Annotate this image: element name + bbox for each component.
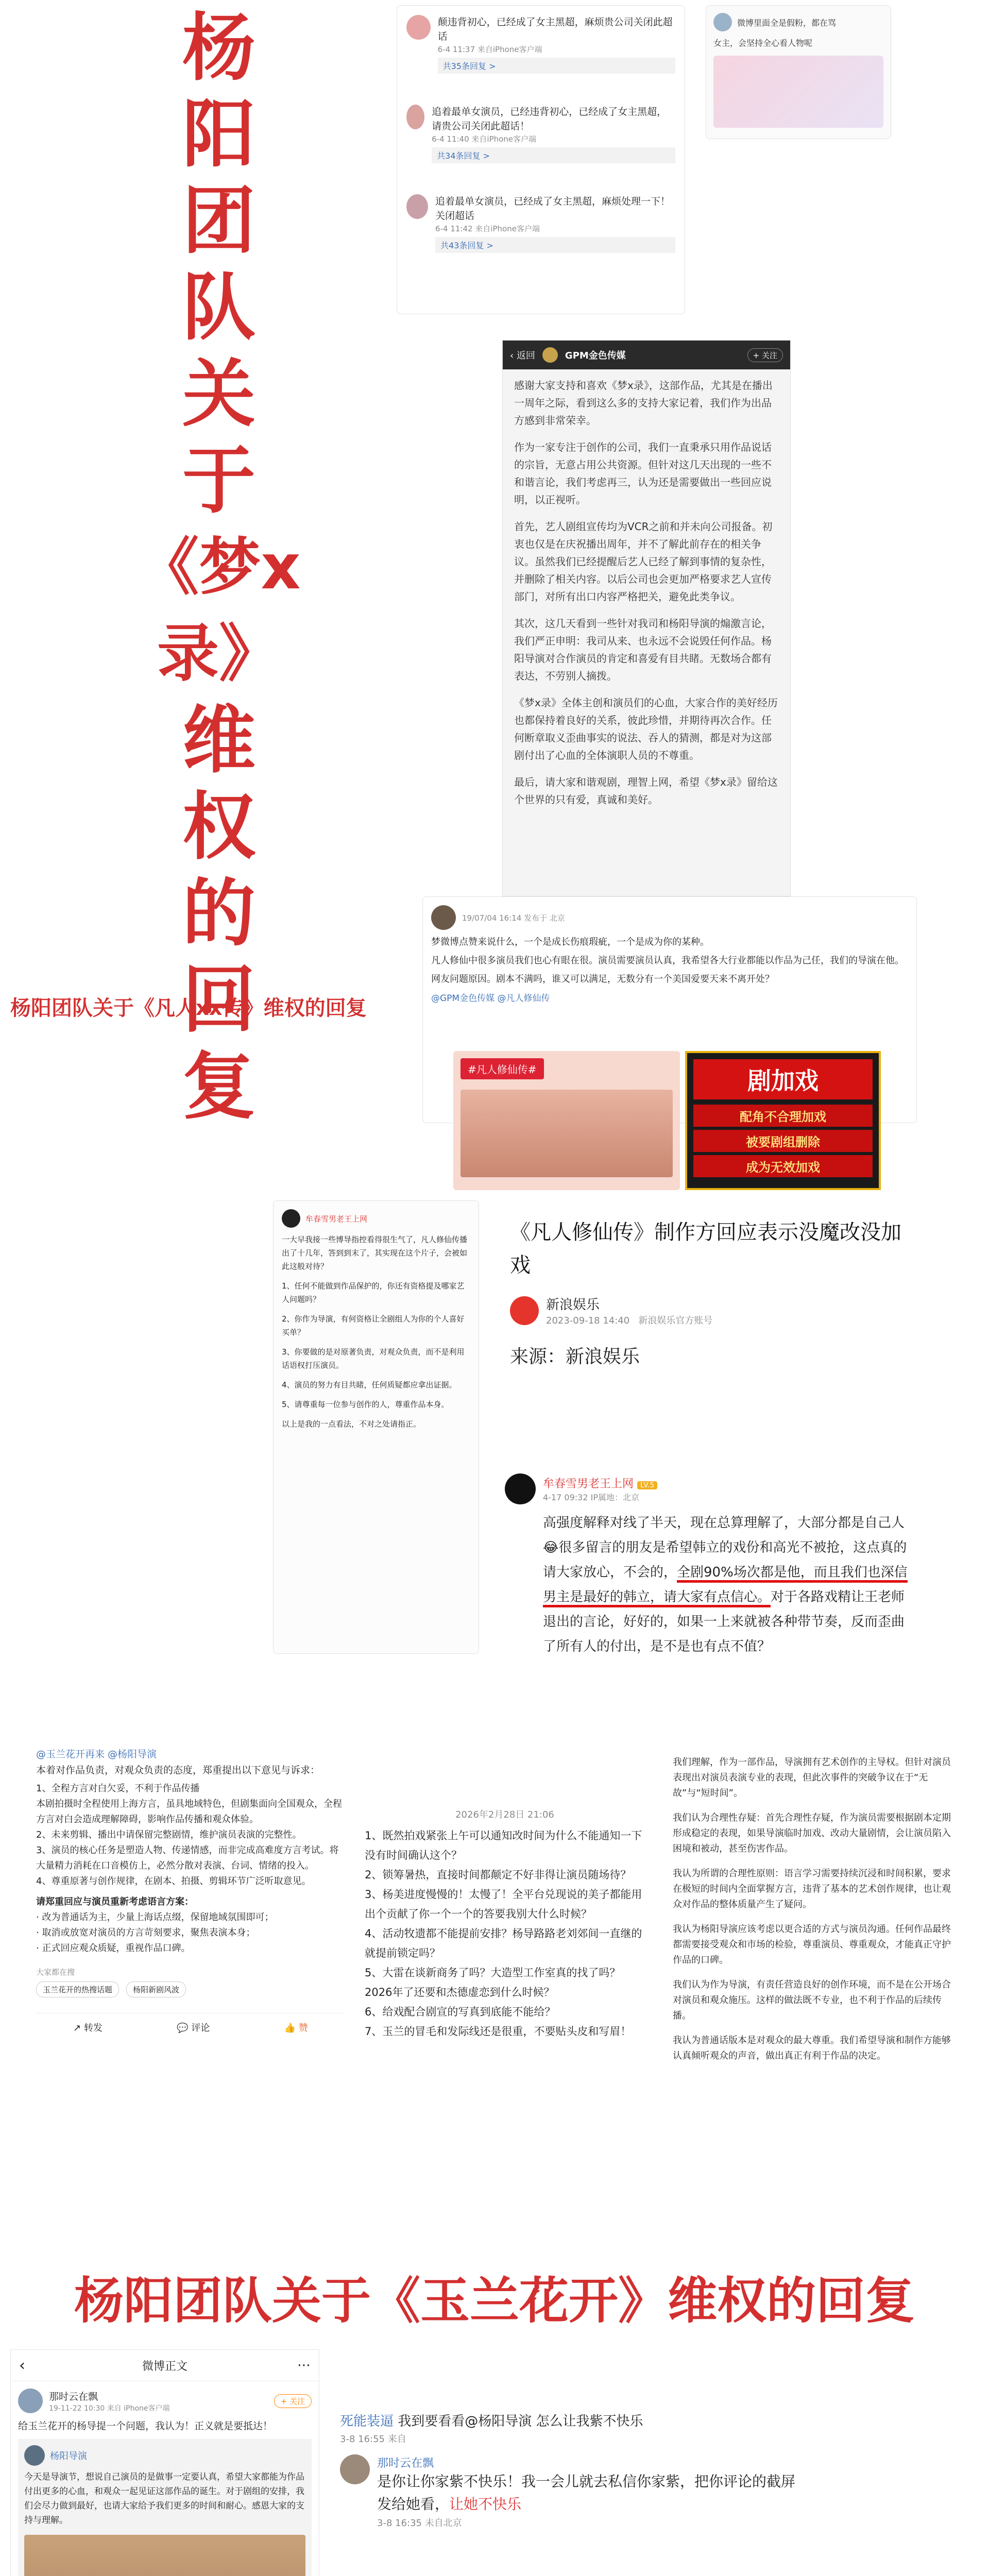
- comment-item[interactable]: [406, 194, 675, 253]
- note-line: 女主，会坚持全心看人物呢: [713, 38, 813, 48]
- vertical-title: [137, 5, 301, 1130]
- replies-link[interactable]: 共34条回复 >: [432, 147, 675, 163]
- paragraph: 我们认为作为导演，有责任营造良好的创作环境，而不是在公开场合对演员和观众施压。这样的做法既不专业，也不利于作品的后续传播。: [673, 1979, 951, 2021]
- like-button[interactable]: 👍 赞: [284, 2023, 308, 2033]
- avatar: [24, 2445, 45, 2466]
- paragraph: 以上是我的一点看法，不对之处请指正。: [282, 1419, 421, 1429]
- title-char: 维: [182, 698, 255, 783]
- reply-text: 是你让你家紫不快乐！我一会儿就去私信你家紫，把你评论的截屏发给她看，: [377, 2473, 796, 2513]
- replies-link[interactable]: 共35条回复 >: [438, 58, 675, 74]
- account-name: 牟春雪男老王上网: [305, 1214, 368, 1224]
- title-char: 《梦x录》: [137, 532, 301, 690]
- demands-note-2026: [361, 1803, 649, 2138]
- title-char: 权: [182, 785, 255, 870]
- section-heading-fanren: 杨阳团队关于《凡人xx传》维权的回复: [10, 996, 367, 1020]
- screen-title: 微博正文: [142, 2360, 187, 2373]
- comment-list-top: [397, 5, 685, 314]
- banner-line: 被要剧组删除: [693, 1130, 873, 1152]
- account-logo: [542, 347, 558, 363]
- paragraph: 3、你要做的是对原著负责，对观众负责，而不是利用话语权打压演员。: [282, 1347, 465, 1370]
- user-name[interactable]: 那时云在飘: [49, 2391, 98, 2402]
- sender-label[interactable]: 死能装逼: [340, 2414, 394, 2429]
- note-date: 2026年2月28日 21:06: [455, 1809, 554, 1820]
- title-char: 回: [182, 958, 255, 1043]
- poster-image: [461, 1090, 673, 1177]
- demand-item: 1、既然拍戏紧张上午可以通知改时间为什么不能通知一下没有时间确认这个？: [365, 1829, 642, 1861]
- note-line: 微博里面全是假粉，都在骂: [737, 18, 837, 28]
- appeal-point: · 取消或放宽对演员的方言苛刻要求，聚焦表演本身；: [36, 1927, 255, 1938]
- post-meta: 19/07/04 16:14 发布于 北京: [462, 913, 565, 923]
- title-char: 团: [182, 179, 255, 264]
- quoted-user[interactable]: 杨阳导演: [50, 2451, 87, 2462]
- title-char: 于: [182, 438, 255, 523]
- avatar: [505, 1473, 536, 1504]
- avatar: [431, 905, 456, 930]
- paragraph: 感谢大家支持和喜欢《梦x录》，这部作品，尤其是在播出一周年之际，看到这么多的支持大家记着，我们作为出品方感到非常荣幸。: [514, 379, 773, 427]
- paragraph: 我认为普通话版本是对观众的最大尊重。我们希望导演和制作方能够认真倾听观众的声音，做出真正有利于作品的决定。: [673, 2035, 951, 2061]
- fanren-chip-card: [453, 1051, 680, 1190]
- weibo-detail-screen: [10, 2349, 319, 2576]
- paragraph: 首先，艺人剧组宣传均为VCR之前和并未向公司报备。初衷也仅是在庆祝播出周年，并不了解此前存在的相关争议。虽然我们已经提醒后艺人已经了解到事情的复杂性，并删除了相关内容。以后公司也会更加严格要求艺人宣传部门，对所有出口内容严格把关，避免此类争议。: [514, 520, 773, 603]
- post-body: [503, 369, 790, 816]
- appeal-item: 4、尊重原著与创作规律，在剧本、拍摄、剪辑环节广泛听取意见。: [36, 1876, 311, 1887]
- demand-item: 6、给戏配合剧宣的写真到底能不能给？: [365, 2006, 556, 2018]
- yulan-appeal-post: [31, 1741, 350, 2205]
- demand-item: 4、活动牧遗都不能提前安排？杨导路路老刘郊间一直继的就提前锁定吗？: [365, 1927, 642, 1959]
- thread-meta: 3-8 16:55 来自: [340, 2434, 406, 2445]
- user-name[interactable]: 牟春雪男老王上网: [543, 1478, 634, 1490]
- back-arrow-icon[interactable]: ‹: [19, 2356, 25, 2375]
- appeal-item: 2、未来剪辑、播出中请保留完整剧情，维护演员表演的完整性。: [36, 1829, 302, 1840]
- back-button[interactable]: ‹ 返回: [510, 350, 535, 361]
- post-text: 梦微博点赞来说什么，一个是成长伤痕瑕疵，一个是成为你的某种。: [431, 937, 709, 947]
- paragraph: 1、任何不能做到作品保护的，你还有资格提及哪家艺人问题吗？: [282, 1281, 465, 1304]
- comment-text: 追着最单女演员，已经违背初心，已经成了女主黑超，请贵公司关闭此超话！: [432, 106, 667, 132]
- title-char: 阳: [182, 92, 255, 177]
- laugh-emoji: 😂: [543, 1540, 559, 1555]
- reply-thread: [340, 2411, 937, 2576]
- title-char: 队: [182, 265, 255, 350]
- fan-note-screenshot: [706, 5, 891, 139]
- title-char: 的: [182, 871, 255, 956]
- source-platform: 新浪娱乐官方账号: [638, 1315, 713, 1326]
- reply-meta: 3-8 16:35 未自北京: [377, 2518, 462, 2529]
- paragraph: 2、你作为导演，有何资格让全剧组人为你的个人喜好买单？: [282, 1314, 465, 1337]
- banner-line: 配角不合理加戏: [693, 1105, 873, 1127]
- paragraph: 作为一家专注于创作的公司，我们一直秉承只用作品说话的宗旨，无意占用公共资源。但针对这几天出现的一些不和谐言论，我们考虑再三，认为还是需要做出一些回应说明，以正视听。: [514, 441, 772, 506]
- reply-meta: 4-17 09:32 IP属地：北京: [543, 1493, 639, 1502]
- repost-button[interactable]: ↗ 转发: [73, 2023, 103, 2033]
- demand-item: 5、大雷在谈新商务了吗？大造型工作室真的找了吗？2026年了还要和杰德虚恋到什么时候？: [365, 1967, 621, 1998]
- attached-image: [713, 56, 883, 128]
- highlighted-text: 全剧90%场次都是他，而且我们也深信男主是最好的韩立，请大家有点信心。: [543, 1565, 908, 1607]
- title-char: 关: [182, 352, 255, 437]
- paragraph: 5、请尊重每一位参与创作的人，尊重作品本身。: [282, 1400, 449, 1409]
- publish-time: 2023-09-18 14:40: [546, 1315, 630, 1326]
- thread-text: 我到要看看@杨阳导演 怎么让我紫不快乐: [398, 2414, 643, 2429]
- demand-item: 7、玉兰的冒毛和发际线还是很重，不要贴头皮和写眉！: [365, 2025, 632, 2038]
- sina-logo: [510, 1296, 539, 1325]
- search-tag[interactable]: 玉兰花开的热搜话题: [36, 1981, 119, 1997]
- replies-link[interactable]: 共43条回复 >: [435, 237, 675, 253]
- paragraph: 《梦x录》全体主创和演员们的心血，大家合作的美好经历也都保持着良好的关系，彼此珍惜，并期待再次合作。任何断章取义歪曲事实的说法、吞人的猜测，都是对为这部剧付出了心血的全体演职人员的不尊重。: [514, 697, 778, 761]
- user-name[interactable]: 那时云在飘: [377, 2457, 434, 2470]
- banner-title: 剧加戏: [693, 1059, 873, 1099]
- comment-meta: 6-4 11:37 来自iPhone客户端: [437, 45, 542, 54]
- post-text: 网友问题原因。剧本不满吗，谁又可以满足，无数分有一个美国爱要天来不离开处？: [431, 974, 774, 985]
- gpm-statement-post: [502, 340, 791, 896]
- source-name[interactable]: 新浪娱乐: [546, 1297, 600, 1313]
- search-tag[interactable]: 杨阳新剧风波: [126, 1981, 186, 1997]
- avatar: [406, 194, 428, 219]
- level-badge: LV.5: [637, 1481, 657, 1489]
- thank-you-image: [24, 2535, 305, 2576]
- paragraph: 我认为杨阳导演应该考虑以更合适的方式与演员沟通。任何作品最终都需要接受观众和市场的检验，尊重演员、尊重观众，才能真正守护作品的口碑。: [673, 1924, 951, 1965]
- producer-reply-card: [505, 1473, 917, 1762]
- appeal-item: 3、演员的核心任务是塑造人物、传递情感，而非完成高难度方言考试。将大量精力消耗在口音模仿上，必然分散对表演、台词、情绪的投入。: [36, 1845, 339, 1871]
- mention-tags[interactable]: @GPM金色传媒 @凡人修仙传: [431, 993, 550, 1004]
- highlighted-text: 让她不快乐: [449, 2496, 522, 2513]
- paragraph: 最后，请大家和谐观剧，理智上网，希望《梦x录》留给这个世界的只有爱，真诚和美好。: [514, 776, 778, 806]
- source-line: 来源：新浪娱乐: [510, 1346, 640, 1367]
- avatar: [406, 15, 431, 40]
- reply-text: 高强度解释对线了半天，现在总算理解了，大部分都是自己人: [543, 1515, 905, 1531]
- appeal-point: · 正式回应观众质疑，重视作品口碑。: [36, 1943, 191, 1954]
- add-scene-banner: [685, 1051, 881, 1190]
- banner-line: 成为无效加戏: [693, 1155, 873, 1177]
- paragraph: 我们理解，作为一部作品，导演拥有艺术创作的主导权。但针对演员表现出对演员表演专业的表现，但此次事件的突破争议在于“无故”与“短时间”。: [673, 1757, 951, 1799]
- title-char: 复: [182, 1044, 255, 1129]
- avatar: [340, 2454, 370, 2484]
- post-header: [503, 341, 790, 369]
- follow-button[interactable]: + 关注: [274, 2394, 312, 2408]
- comment-text: 颠违背初心，已经成了女主黑超，麻烦贵公司关闭此超话: [437, 16, 673, 42]
- title-char: 杨: [182, 6, 255, 91]
- demand-item: 2、锁筹暑热，直接时间都颠定不好非得让演员随场待？: [365, 1869, 632, 1881]
- post-meta: 19-11-22 10:30 来自 iPhone客户端: [49, 2404, 170, 2413]
- avatar: [18, 2388, 43, 2413]
- avatar: [282, 1209, 300, 1228]
- comment-button[interactable]: 💬 评论: [177, 2023, 210, 2033]
- appeal-point: · 改为普通话为主，少量上海话点缀，保留地域氛围即可；: [36, 1912, 274, 1923]
- comment-meta: 6-4 11:42 来自iPhone客户端: [435, 224, 540, 233]
- news-headline: 《凡人修仙传》制作方回应表示没魔改没加戏: [510, 1221, 901, 1277]
- reply-text: 很多留言的朋友是希望韩立的戏份和高光不被抢，这点真的请大家放心，不会的，: [543, 1540, 907, 1580]
- more-icon[interactable]: ⋯: [297, 2358, 311, 2373]
- reply-text: 对于各路戏精让王老师退出的言论，好好的，如果一上来就被各种带节奏，反而歪曲了所有人的付出，是不是也有点不值？: [543, 1589, 905, 1654]
- avatar: [406, 105, 424, 129]
- paragraph: 我认为所谓的合理性原则：语言学习需要持续沉浸和时间积累，要求在极短的时间内全面掌握方言，违背了基本的艺术创作规律，也让观众对作品的整体质量产生了疑问。: [673, 1868, 951, 1910]
- appeal-item: 1、全程方言对白欠妥，不利于作品传播: [36, 1783, 200, 1794]
- post-text: 给玉兰花开的杨导提一个问题，我认为！正义就是要抵达！: [18, 2420, 273, 2432]
- paragraph: 我们认为合理性存疑：首先合理性存疑，作为演员需要根据剧本定期形成稳定的表现，如果导演临时加戏、改动大量剧情，会让演员陷入困境和被动，甚至伤害作品。: [673, 1812, 951, 1854]
- comment-meta: 6-4 11:40 来自iPhone客户端: [432, 134, 537, 144]
- post-text: 凡人修仙中很多演员我们也心有眼在很。演员需要演员认真，我希望各大行业都能以作品为己任，我们的导演在他。: [431, 955, 904, 966]
- search-footer: 大家都在搜: [36, 1968, 75, 1977]
- paragraph: 4、演员的努力有目共睹，任何质疑都应拿出证据。: [282, 1380, 457, 1389]
- long-text-post: [273, 1200, 479, 1654]
- fan-essay: [670, 1752, 958, 2215]
- section-heading-yulan: 杨阳团队关于《玉兰花开》维权的回复: [74, 2272, 915, 2330]
- appeal-title: 请郑重回应与演员重新考虑语言方案：: [36, 1896, 194, 1907]
- topic-chip[interactable]: #凡人修仙传#: [461, 1058, 544, 1079]
- paragraph: 一大早我接一些博导指控看得很生气了，凡人修仙传播出了十几年，答到到末了，其实现在这个片子，会被如此这般对待？: [282, 1235, 468, 1271]
- avatar: [713, 13, 732, 31]
- demand-item: 3、杨美进度慢慢的！太慢了！全平台兑现说的美子都能用出个贡献了你一个一个的答要我别大什么时候？: [365, 1888, 642, 1920]
- comment-text: 追着最单女演员，已经成了女主黑超，麻烦处理一下！关闭超话: [435, 196, 671, 222]
- sina-news-card: [510, 1216, 912, 1432]
- mention-header[interactable]: @玉兰花开再来 @杨阳导演: [36, 1749, 157, 1760]
- paragraph: 其次，这几天看到一些针对我司和杨阳导演的煽激言论，我们严正申明：我司从来、也永远不会说毁任何作品。杨阳导演对合作演员的肯定和喜爱有目共睹。无数场合都有表达，不劳别人摘拨。: [514, 617, 772, 682]
- appeal-item: 本剧拍摄时全程使用上海方言，虽具地域特色，但剧集面向全国观众，全程方言对白会造成理解障碍，影响作品传播和观众体验。: [36, 1799, 342, 1825]
- intro-text: 本着对作品负责，对观众负责的态度，郑重提出以下意见与诉求：: [36, 1765, 320, 1776]
- comment-item[interactable]: [406, 105, 675, 163]
- account-name: GPM金色传媒: [565, 350, 626, 361]
- quoted-text: 今天是导演节，想说自己演员的是做事一定要认真，希望大家都能为作品付出更多的心血，和观众一起见证这部作品的诞生。对于剧组的安排，我们会尽力做到最好，也请大家给予我们更多的时间和耐心。感恩大家的支持与理解。: [24, 2472, 304, 2526]
- follow-button[interactable]: + 关注: [747, 348, 783, 362]
- comment-item[interactable]: [406, 15, 675, 74]
